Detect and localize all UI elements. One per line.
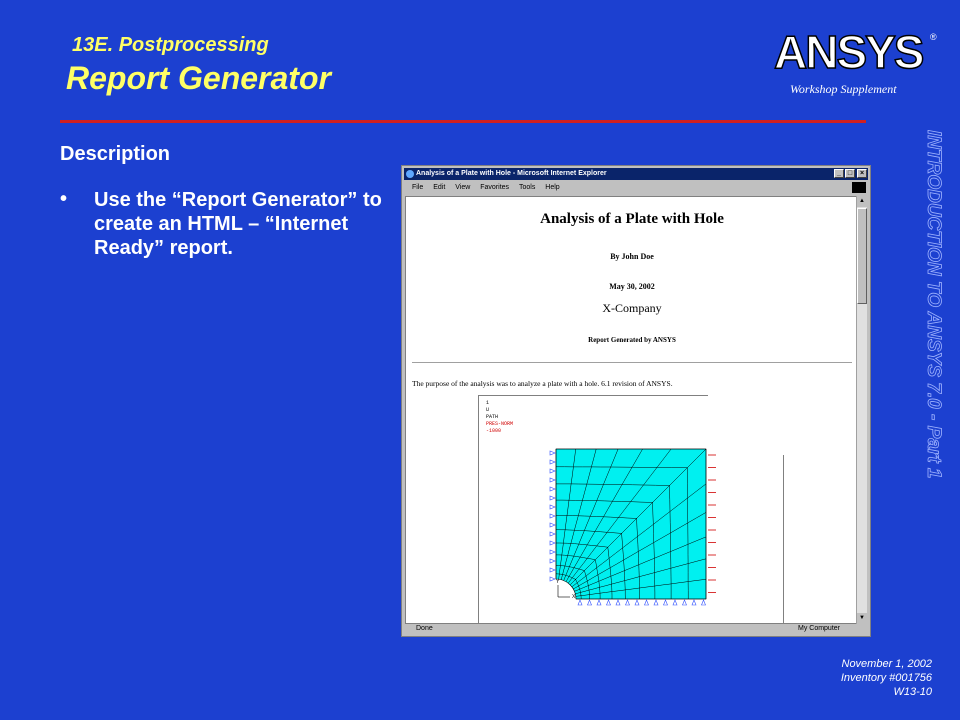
footer-date: November 1, 2002	[841, 658, 932, 670]
scroll-thumb[interactable]	[857, 208, 867, 304]
constraint-symbol	[588, 600, 592, 605]
vertical-scrollbar[interactable]	[856, 196, 867, 624]
constraint-symbol	[550, 514, 555, 518]
constraint-symbol	[550, 487, 555, 491]
constraint-symbol	[550, 505, 555, 509]
constraint-symbol	[645, 600, 649, 605]
constraint-symbol	[683, 600, 687, 605]
constraint-symbol	[597, 600, 601, 605]
page-title: Report Generator	[66, 60, 331, 96]
constraint-symbol	[550, 451, 555, 455]
constraint-symbol	[550, 568, 555, 572]
browser-content	[405, 196, 857, 624]
plot-frame-top	[478, 395, 708, 396]
constraint-symbol	[550, 496, 555, 500]
constraint-symbol	[550, 469, 555, 473]
legend-line-1: 1	[486, 400, 490, 406]
footer-inventory: Inventory #001756	[840, 672, 932, 684]
footer-code: W13-10	[893, 686, 932, 698]
report-generated: Report Generated by ANSYS	[588, 336, 676, 344]
browser-menubar	[404, 181, 868, 194]
constraint-symbol	[550, 523, 555, 527]
scroll-up-icon[interactable]: ▲	[857, 196, 867, 207]
constraint-symbol	[550, 460, 555, 464]
constraint-symbol	[607, 600, 611, 605]
plate-mesh-plot	[546, 429, 726, 609]
section-subtitle: 13E. Postprocessing	[72, 34, 269, 56]
constraint-symbol	[635, 600, 639, 605]
status-zone: My Computer	[797, 625, 840, 632]
constraint-symbol	[654, 600, 658, 605]
constraint-symbol	[550, 478, 555, 482]
constraint-symbol	[626, 600, 630, 605]
report-company: X-Company	[602, 301, 662, 315]
legend-line-3: PATH	[486, 414, 499, 420]
scroll-down-icon[interactable]: ▼	[857, 613, 867, 624]
svg-text:®: ®	[930, 32, 937, 42]
legend-line-2: U	[486, 407, 490, 413]
windows-logo-icon	[852, 182, 866, 193]
plot-frame-right	[783, 455, 784, 624]
plot-legend	[486, 400, 513, 435]
status-done: Done	[416, 625, 433, 632]
browser-titlebar	[404, 168, 868, 180]
constraint-symbol	[673, 600, 677, 605]
menu-tools[interactable]: Tools	[519, 184, 536, 191]
menu-view[interactable]: View	[455, 184, 471, 191]
constraint-symbol	[664, 600, 668, 605]
menu-file[interactable]: File	[412, 184, 424, 191]
browser-statusbar	[404, 623, 868, 634]
workshop-supplement: Workshop Supplement	[790, 82, 897, 96]
title-divider	[60, 120, 866, 123]
constraint-symbol	[578, 600, 582, 605]
footer	[841, 657, 932, 699]
browser-title: Analysis of a Plate with Hole - Microsoft Internet Explorer	[416, 170, 607, 177]
constraint-symbol	[550, 559, 555, 563]
constraint-symbol	[616, 600, 620, 605]
plot-frame-left	[478, 395, 479, 624]
minimize-button[interactable]: _	[834, 169, 844, 178]
constraint-symbol	[692, 600, 696, 605]
svg-text:ANSYS: ANSYS	[774, 26, 923, 78]
constraint-symbol	[550, 532, 555, 536]
description-heading: Description	[60, 143, 171, 165]
ansys-logo	[770, 24, 942, 78]
vertical-course-title	[916, 130, 956, 650]
bullet-symbol: •	[60, 188, 68, 210]
report-date: May 30, 2002	[609, 282, 655, 291]
constraint-symbol	[550, 577, 555, 581]
menu-help[interactable]: Help	[545, 184, 560, 191]
report-divider	[412, 362, 852, 363]
report-author: By John Doe	[610, 252, 654, 261]
menu-edit[interactable]: Edit	[433, 184, 446, 191]
bullet-text: Use the “Report Generator” to create an HTML – “Internet Ready” report.	[94, 189, 382, 259]
svg-text:INTRODUCTION TO ANSYS 7.0 - Pa: INTRODUCTION TO ANSYS 7.0 - Part 1	[923, 130, 944, 479]
close-button[interactable]: ×	[857, 169, 867, 178]
constraint-symbol	[550, 541, 555, 545]
browser-window	[401, 165, 871, 637]
ie-icon	[406, 170, 414, 178]
axis-y-label: Y	[556, 579, 560, 585]
constraint-symbol	[550, 550, 555, 554]
constraint-symbol	[702, 600, 706, 605]
report-purpose: The purpose of the analysis was to analyze a plate with a hole. 6.1 revision of ANSYS.	[412, 379, 673, 388]
axis-x-label: X	[572, 594, 576, 600]
maximize-button[interactable]: □	[845, 169, 855, 178]
report-title: Analysis of a Plate with Hole	[540, 211, 724, 227]
menu-favorites[interactable]: Favorites	[480, 184, 510, 191]
legend-line-5: -1000	[486, 428, 502, 434]
legend-line-4: PRES-NORM	[486, 421, 514, 427]
